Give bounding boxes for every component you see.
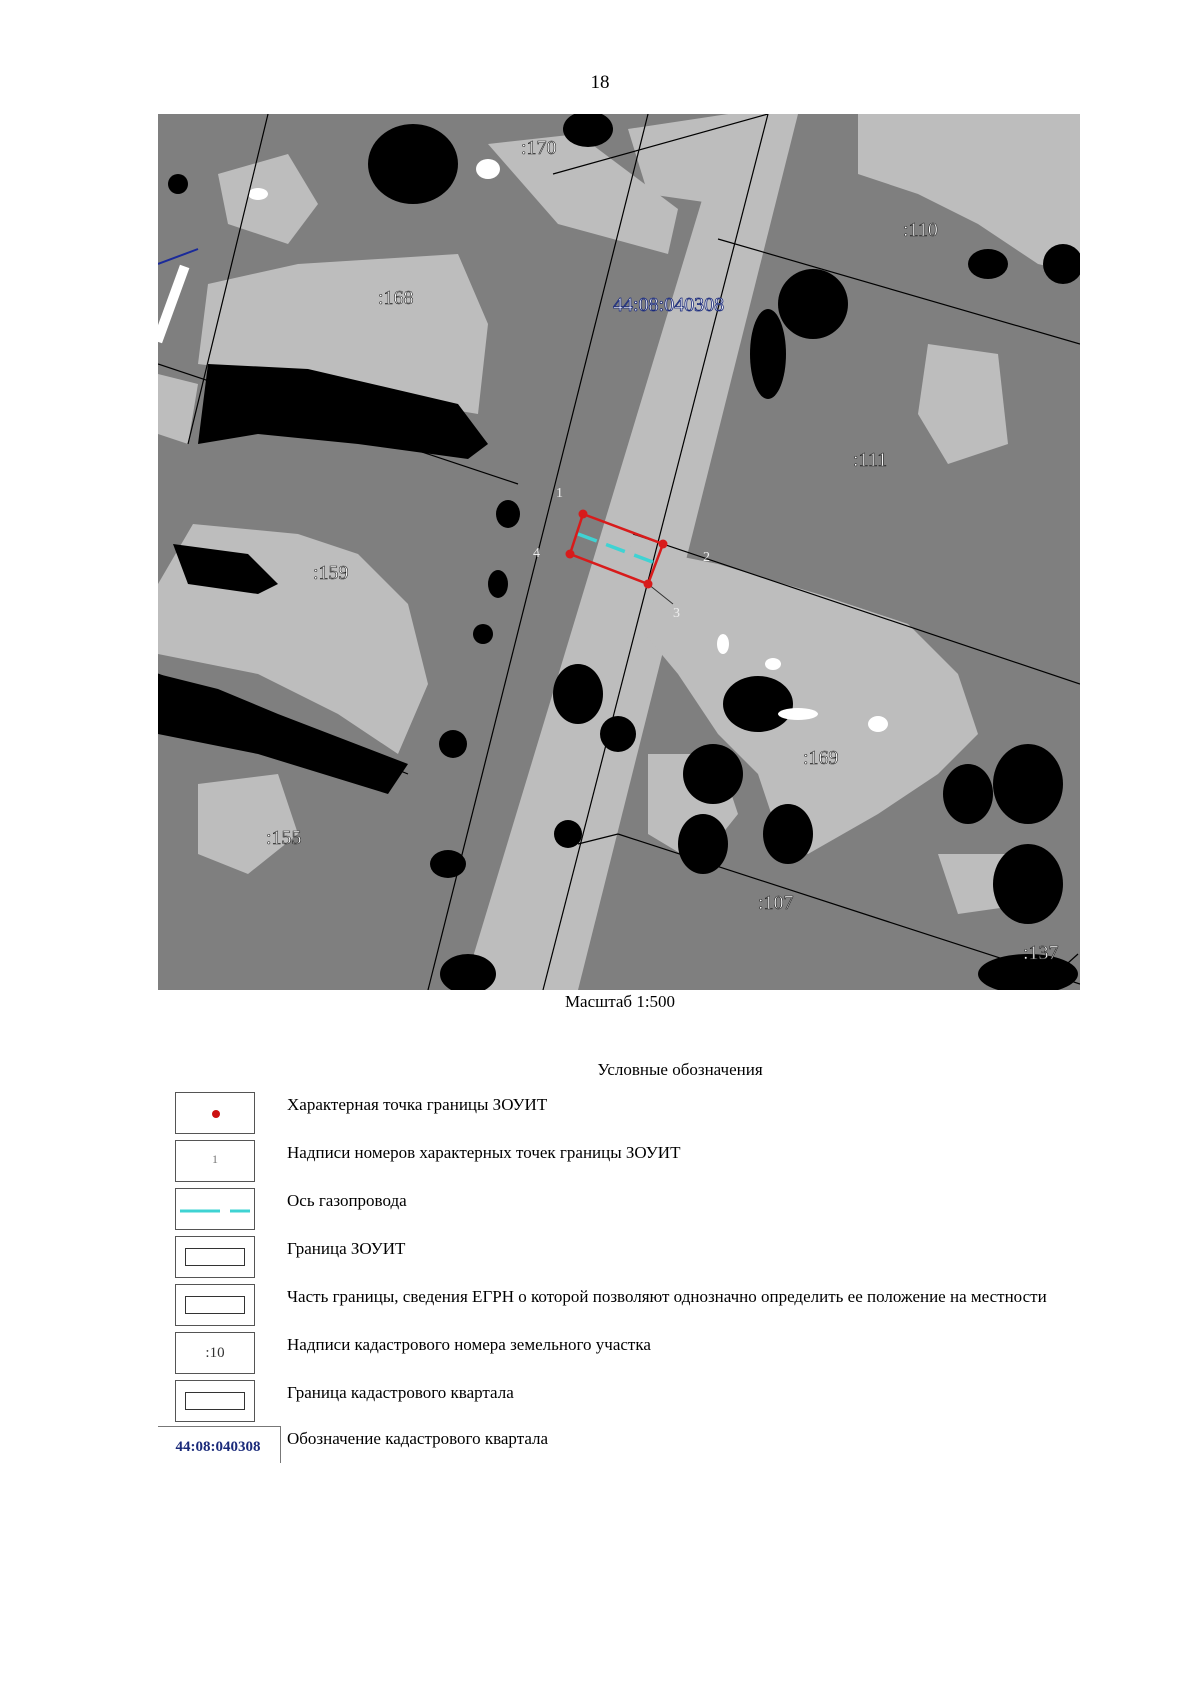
legend-label: Надписи номеров характерных точек границы ЗОУИТ	[287, 1143, 681, 1162]
legend-label: Граница ЗОУИТ	[287, 1239, 406, 1258]
point-label: 1	[556, 486, 563, 501]
legend-symbol-point	[175, 1092, 255, 1134]
map-scale: Масштаб 1:500	[564, 992, 676, 1011]
cadastral-map[interactable]	[158, 114, 1080, 990]
legend-sample: 1	[212, 1152, 218, 1166]
legend-symbol-rect	[175, 1284, 255, 1326]
point-1	[579, 510, 588, 519]
point-label: 4	[533, 546, 540, 561]
parcel-label: :110	[903, 219, 938, 241]
point-4	[566, 550, 575, 559]
legend-sample: :10	[205, 1345, 225, 1361]
legend-label: Характерная точка границы ЗОУИТ	[287, 1095, 548, 1114]
parcel-label: :107	[758, 892, 794, 914]
legend-symbol-rect	[175, 1380, 255, 1422]
legend-symbol-pipeline	[175, 1188, 255, 1230]
legend-symbol-number	[175, 1332, 255, 1374]
rectangle-icon	[185, 1248, 245, 1266]
point-2	[659, 540, 668, 549]
parcel-label: :111	[853, 449, 888, 471]
point-3	[644, 580, 653, 589]
legend-label: Обозначение кадастрового квартала	[287, 1429, 549, 1448]
dashed-line-icon	[176, 1189, 254, 1229]
parcel-label: :159	[313, 562, 349, 584]
red-dot-icon	[212, 1110, 220, 1118]
legend-symbol-quarter	[158, 1426, 281, 1463]
legend-sample: 44:08:040308	[175, 1439, 261, 1455]
rectangle-icon	[185, 1392, 245, 1410]
page-number: 18	[590, 72, 610, 93]
parcel-label: :170	[521, 137, 557, 159]
legend-symbol-rect	[175, 1236, 255, 1278]
legend-title: Условные обозначения	[597, 1060, 763, 1079]
parcel-label: :155	[266, 827, 302, 849]
quarter-label: 44:08:040308	[613, 294, 725, 316]
legend-label: Часть границы, сведения ЕГРН о которой позволяют однозначно определить ее положение на местности	[287, 1287, 1047, 1306]
parcel-label: :169	[803, 747, 839, 769]
parcel-label: :137	[1023, 942, 1059, 964]
legend-label: Надписи кадастрового номера земельного участка	[287, 1335, 651, 1354]
rectangle-icon	[185, 1296, 245, 1314]
legend-symbol-number	[175, 1140, 255, 1182]
parcel-label: :168	[378, 287, 414, 309]
legend-label: Граница кадастрового квартала	[287, 1383, 514, 1402]
legend-label: Ось газопровода	[287, 1191, 407, 1210]
point-label: 3	[673, 606, 680, 621]
point-label: 2	[703, 550, 710, 565]
